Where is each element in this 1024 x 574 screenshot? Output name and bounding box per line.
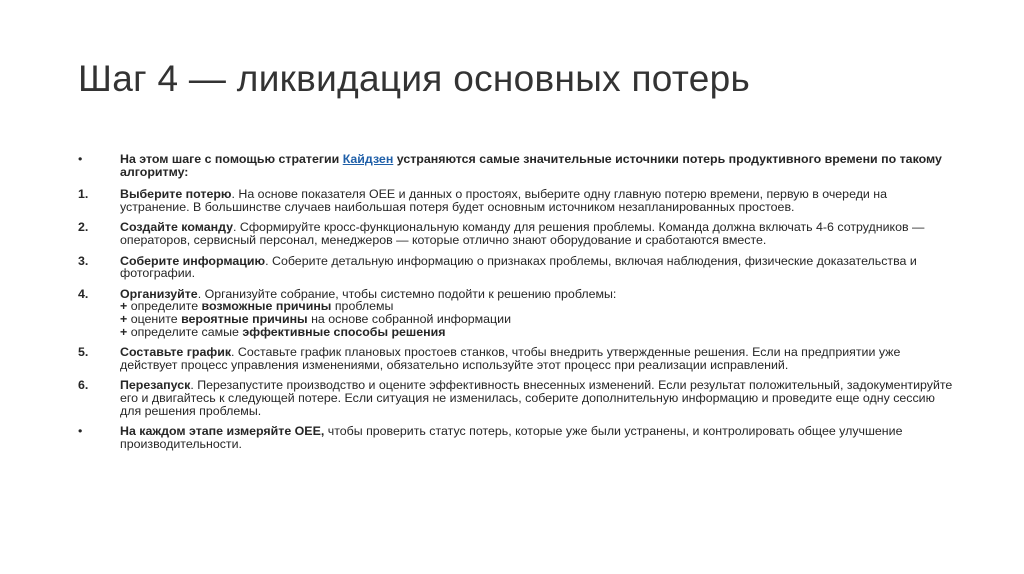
step-heading: Перезапуск [120, 378, 191, 393]
plus-marker: + [120, 311, 128, 326]
sub-text-end: на основе собранной информации [307, 311, 511, 326]
sub-text: оцените [127, 311, 182, 326]
step-number: 5. [78, 345, 89, 360]
plus-marker: + [120, 324, 128, 339]
outro-bullet [78, 425, 958, 450]
sub-bold: возможные причины [201, 299, 332, 314]
outro-text: чтобы проверить статус потерь, которые уже были устранены, и контролировать общее улучшение производительности. [120, 424, 903, 451]
step-1 [78, 188, 958, 213]
slide-body [78, 153, 958, 458]
step-number: 1. [78, 187, 89, 202]
step-text: . Перезапустите производство и оцените эффективность внесенных изменений. Если результат положительный, задокументируйте его и двигайтесь к следующей потере. Если ситуация не изменилась, соберите дополнительную информацию и проведите еще одну сессию для решения проблемы. [120, 378, 953, 418]
sub-text: определите [127, 299, 202, 314]
sub-bold: вероятные причины [181, 311, 308, 326]
intro-bullet [78, 153, 958, 178]
page-title: Шаг 4 — ликвидация основных потерь [78, 58, 751, 99]
step-number: 4. [78, 286, 89, 301]
bullet-marker: • [78, 424, 83, 439]
step-heading: Выберите потерю [120, 187, 232, 202]
step-text: . Соберите детальную информацию о признаках проблемы, включая наблюдения, физические доказательства и фотографии. [120, 253, 917, 281]
step-heading: Составьте график [120, 345, 232, 360]
step-text: . Организуйте собрание, чтобы системно подойти к решению проблемы: [197, 286, 617, 301]
step-heading: Организуйте [120, 286, 198, 301]
step-heading: Создайте команду [120, 220, 234, 235]
step-3 [78, 255, 958, 280]
sub-bold: эффективные способы решения [242, 324, 446, 339]
sub-item [120, 326, 958, 339]
sub-text-end: проблемы [331, 299, 394, 314]
intro-text: На этом шаге с помощью стратегии [120, 152, 343, 166]
sub-text: определите самые [127, 324, 243, 339]
intro-text-end: устраняются самые значительные источники потерь продуктивного времени по такому алгоритму: [120, 152, 942, 179]
step-number: 6. [78, 378, 89, 393]
plus-marker: + [120, 299, 128, 314]
step-number: 3. [78, 253, 89, 268]
kaizen-link[interactable]: Кайдзен [342, 152, 394, 166]
step-5 [78, 346, 958, 371]
step-text: . Сформируйте кросс-функциональную команду для решения проблемы. Команда должна включать 4-6 сотрудников — операторов, сервисный персонал, менеджеров — которые отлично знают оборудование и сработаются вместе. [120, 220, 925, 247]
step-heading: Соберите информацию [120, 253, 266, 268]
step-text: . На основе показателя OEE и данных о простоях, выберите одну главную потерю времени, первую в очереди на устранение. В большинстве случаев наибольшая потеря будет основным источником незапланированных простоев. [120, 187, 888, 214]
step-2 [78, 221, 958, 246]
step-text: . Составьте график плановых простоев станков, чтобы внедрить утвержденные решения. Если на предприятии уже действует процесс управления изменениями, обязательно используйте этот процесс при реализации исправлений. [120, 345, 901, 372]
bullet-marker: • [78, 152, 83, 166]
step-number: 2. [78, 220, 89, 235]
outro-heading: На каждом этапе измеряйте OEE, [120, 424, 325, 439]
step-6 [78, 379, 958, 417]
step-4 [78, 288, 958, 338]
